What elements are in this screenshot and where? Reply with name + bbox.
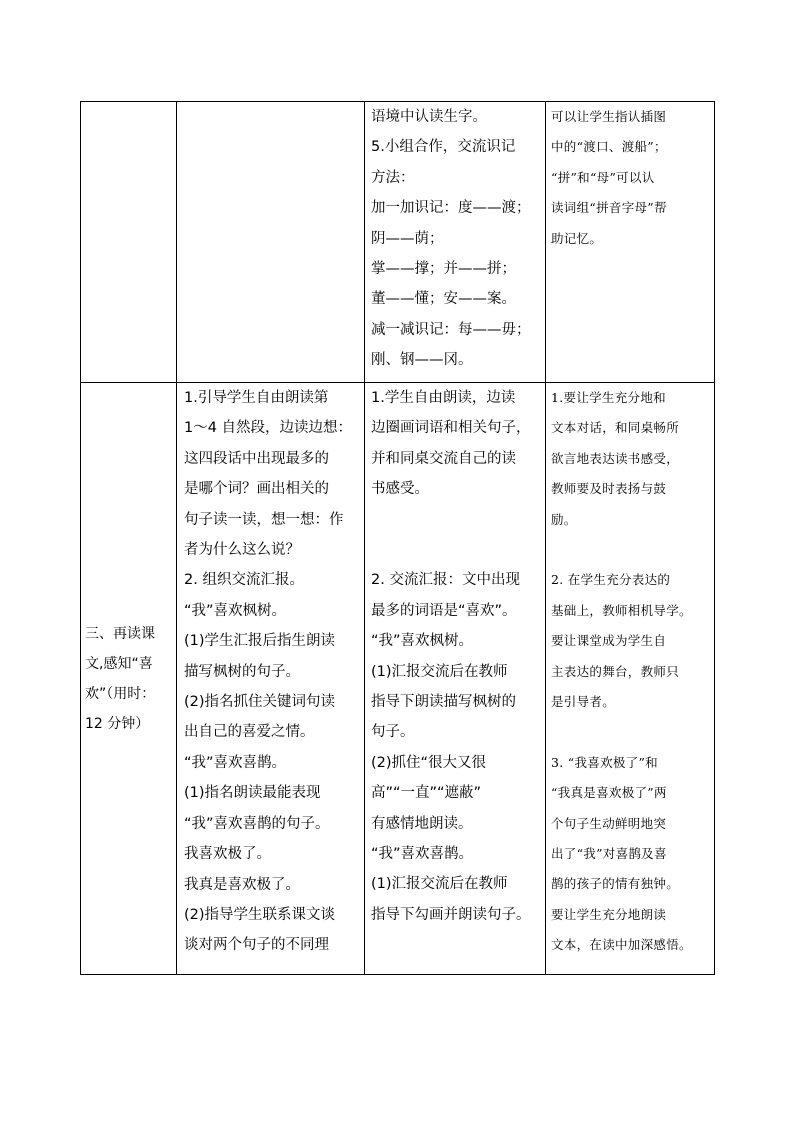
- text-line: [546, 535, 714, 565]
- text-line: [365, 505, 545, 535]
- text-line: 边圈画词语和相关句子，: [371, 420, 531, 437]
- text-line: 鹊的孩子的情有独钟。: [551, 876, 680, 892]
- text-line: 是引导者。: [551, 694, 616, 710]
- text-line: 1.要让学生充分地和: [551, 390, 666, 405]
- table-row: [81, 383, 715, 975]
- teacher-activity-cell: [177, 383, 365, 975]
- text-line: 1.引导学生自由朗读第: [184, 390, 329, 406]
- text-line: 并和同桌交流自己的读: [371, 450, 516, 467]
- text-line: 读词组“拼音字母”帮: [551, 200, 667, 216]
- text-line: 最多的词语是“喜欢”。: [371, 602, 517, 619]
- text-line: 出了“我”对喜鹊及喜: [551, 846, 667, 862]
- stage-title-line: 欢”（用时：: [85, 685, 156, 702]
- text-line: 阴——荫；: [371, 230, 444, 247]
- text-line: “我”喜欢喜鹊。: [371, 846, 474, 863]
- text-line: 要让课堂成为学生自: [551, 633, 667, 649]
- text-line: 语境中认读生字。: [371, 109, 487, 125]
- text-line: (1)学生汇报后指生朗读: [184, 633, 336, 650]
- text-line: 是哪个词？画出相关的: [184, 481, 329, 498]
- text-line: 句子读一读，想一想：作: [184, 511, 344, 528]
- text-line: [546, 717, 714, 747]
- text-line: “我真是喜欢极了”两: [551, 785, 667, 801]
- text-line: 指导下朗读描写枫树的: [371, 694, 516, 711]
- text-line: 文本对话，和同桌畅所: [551, 420, 680, 436]
- text-line: 5.小组合作，交流识记: [371, 139, 516, 156]
- text-line: 有感情地朗读。: [371, 815, 473, 832]
- text-line: 3. “我喜欢极了”和: [551, 754, 658, 770]
- text-line: “拼”和“母”可以认: [551, 169, 655, 185]
- text-line: 方法：: [371, 169, 415, 186]
- text-line: (1)汇报交流后在教师: [371, 876, 508, 893]
- text-line: 教师要及时表扬与鼓: [551, 481, 667, 497]
- text-line: 出自己的喜爱之情。: [184, 724, 315, 741]
- text-line: “我”喜欢枫树。: [184, 602, 287, 619]
- text-line: 董——懂；安——案。: [371, 291, 516, 308]
- text-line: 基础上，教师相机导学。: [551, 602, 692, 618]
- text-line: 谈对两个句子的不同理: [184, 937, 329, 954]
- text-line: 这四段话中出现最多的: [184, 450, 329, 467]
- text-line: 刚、钢——冈。: [371, 352, 473, 369]
- text-line: 欲言地表达读书感受，: [551, 450, 680, 466]
- design-intent-cell: [546, 383, 715, 975]
- text-line: (2)抓住“很大又很: [371, 754, 487, 771]
- text-line: (2)指名抓住关键词句读: [184, 694, 336, 711]
- stage-title-line: 三、再读课: [85, 625, 155, 642]
- text-line: 高”“一直”“遮蔽”: [371, 785, 482, 802]
- text-line: 2. 在学生充分表达的: [551, 572, 671, 588]
- empty-teacher-cell: [177, 102, 365, 383]
- text-line: 2. 交流汇报：文中出现: [371, 572, 520, 589]
- text-line: 书感受。: [371, 481, 429, 498]
- student-activity-cell: [365, 383, 546, 975]
- text-line: 描写枫树的句子。: [184, 663, 300, 680]
- text-line: (1)指名朗读最能表现: [184, 785, 321, 802]
- text-line: 1～4 自然段，边读边想：: [184, 420, 353, 437]
- text-line: “我”喜欢喜鹊的句子。: [184, 815, 330, 832]
- text-line: 可以让学生指认插图: [551, 109, 667, 124]
- empty-stage-cell: [81, 102, 177, 383]
- stage-title-line: 文,感知“喜: [85, 655, 153, 672]
- stage-title-line: 12 分钟）: [85, 715, 150, 732]
- text-line: 加一加识记：度——渡；: [371, 200, 531, 217]
- text-line: [365, 535, 545, 565]
- student-activity-cell: [365, 102, 546, 383]
- text-line: (2)指导学生联系课文谈: [184, 906, 336, 923]
- text-line: 励。: [551, 511, 577, 527]
- lesson-plan-table: [80, 101, 715, 975]
- text-line: 句子。: [371, 724, 415, 741]
- text-line: 个句子生动鲜明地突: [551, 815, 667, 831]
- text-line: 要让学生充分地朗读: [551, 906, 667, 922]
- text-line: 文本，在读中加深感悟。: [551, 937, 692, 953]
- text-line: (1)汇报交流后在教师: [371, 663, 508, 680]
- text-line: 我真是喜欢极了。: [184, 876, 300, 893]
- text-line: 指导下勾画并朗读句子。: [371, 906, 531, 923]
- text-line: 主表达的舞台，教师只: [551, 663, 680, 679]
- text-line: 我喜欢极了。: [184, 846, 271, 863]
- text-line: 者为什么这么说？: [184, 542, 300, 559]
- text-line: 1.学生自由朗读，边读: [371, 390, 516, 406]
- table-row: [81, 102, 715, 383]
- text-line: “我”喜欢喜鹊。: [184, 754, 287, 771]
- text-line: 减一减识记：每——毋；: [371, 321, 531, 338]
- design-intent-cell: [546, 102, 715, 383]
- text-line: 中的“渡口、渡船”；: [551, 139, 667, 155]
- stage-title-cell: [81, 383, 177, 975]
- text-line: “我”喜欢枫树。: [371, 633, 474, 650]
- text-line: 2. 组织交流汇报。: [184, 572, 304, 589]
- text-line: 掌——撑；并——拼；: [371, 261, 516, 278]
- text-line: 助记忆。: [551, 230, 603, 246]
